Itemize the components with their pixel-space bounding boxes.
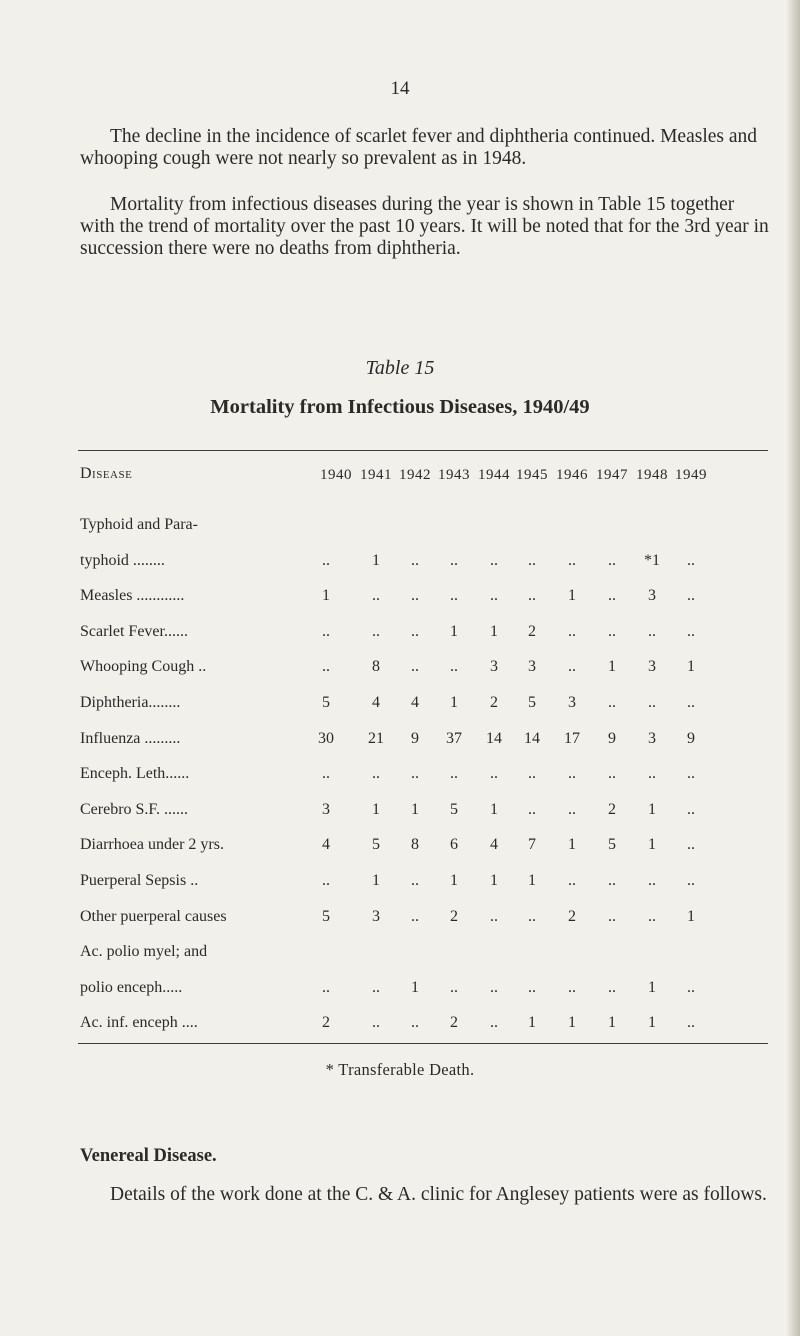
- year-header: 1943: [438, 467, 470, 483]
- table-cell: 5: [372, 836, 380, 853]
- table-cell: 14: [524, 730, 540, 747]
- table-cell: ..: [687, 587, 695, 604]
- table-cell: ..: [687, 623, 695, 640]
- table-cell: 9: [608, 730, 616, 747]
- table-cell: 5: [608, 836, 616, 853]
- table-cell: 1: [648, 836, 656, 853]
- table-cell: ..: [411, 765, 419, 782]
- year-header: 1949: [675, 467, 707, 483]
- table-cell: ..: [411, 587, 419, 604]
- table-cell: 1: [490, 872, 498, 889]
- intro-paragraph: The decline in the incidence of scarlet fever and diphtheria continued. Measles and whooping cough were not nearly so prevalent as in 1948.: [80, 126, 758, 169]
- table-cell: 3: [490, 658, 498, 675]
- table-cell: ..: [608, 979, 616, 996]
- table-footnote: * Transferable Death.: [325, 1060, 475, 1079]
- table-cell: ..: [490, 979, 498, 996]
- row-label: Scarlet Fever......: [80, 623, 188, 640]
- table-cell: 3: [648, 587, 656, 604]
- table-cell: 1: [322, 587, 330, 604]
- table-cell: ..: [322, 765, 330, 782]
- table-cell: 4: [411, 694, 419, 711]
- table-cell: ..: [687, 836, 695, 853]
- table-cell: 1: [608, 1014, 616, 1031]
- row-label: Diphtheria........: [80, 694, 181, 711]
- table-cell: 8: [372, 658, 380, 675]
- table-cell: ..: [648, 872, 656, 889]
- table-cell: ..: [322, 552, 330, 569]
- table-cell: 4: [322, 836, 330, 853]
- table-cell: 2: [450, 908, 458, 925]
- table-caption: Table 15: [365, 357, 435, 379]
- table-cell: ..: [648, 623, 656, 640]
- table-cell: ..: [608, 694, 616, 711]
- table-cell: ..: [411, 908, 419, 925]
- year-header: 1940: [320, 467, 352, 483]
- year-header: 1947: [596, 467, 628, 483]
- table-cell: 1: [648, 1014, 656, 1031]
- table-cell: ..: [490, 1014, 498, 1031]
- table-cell: 3: [648, 730, 656, 747]
- table-cell: ..: [608, 587, 616, 604]
- table-cell: ..: [568, 658, 576, 675]
- table-cell: 8: [411, 836, 419, 853]
- table-cell: ..: [687, 552, 695, 569]
- row-label: Influenza .........: [80, 730, 181, 747]
- table-cell: 1: [568, 1014, 576, 1031]
- table-cell: ..: [450, 979, 458, 996]
- table-cell: 4: [490, 836, 498, 853]
- table-cell: 1: [372, 801, 380, 818]
- table-cell: 1: [411, 979, 419, 996]
- year-header: 1946: [556, 467, 588, 483]
- table-cell: ..: [450, 587, 458, 604]
- row-label: Other puerperal causes: [80, 908, 227, 925]
- table-bottom-rule: [78, 1043, 768, 1044]
- table-cell: ..: [648, 694, 656, 711]
- table-cell: 7: [528, 836, 536, 853]
- table-cell: 5: [528, 694, 536, 711]
- table-cell: ..: [322, 658, 330, 675]
- table-cell: 3: [322, 801, 330, 818]
- table-cell: ..: [411, 1014, 419, 1031]
- table-top-rule: [78, 450, 768, 451]
- table-cell: ..: [687, 801, 695, 818]
- table-cell: ..: [608, 623, 616, 640]
- table-cell: 5: [322, 908, 330, 925]
- table-cell: 30: [318, 730, 334, 747]
- table-cell: 2: [608, 801, 616, 818]
- table-cell: 3: [648, 658, 656, 675]
- page-edge-shadow: [786, 0, 800, 1336]
- table-cell: 1: [411, 801, 419, 818]
- table-cell: ..: [490, 552, 498, 569]
- table-cell: 1: [648, 979, 656, 996]
- table-title: Mortality from Infectious Diseases, 1940/49: [210, 396, 590, 418]
- page-number: 14: [390, 78, 410, 99]
- row-label: typhoid ........: [80, 552, 165, 569]
- row-label: Measles ............: [80, 587, 185, 604]
- table-cell: 2: [490, 694, 498, 711]
- table-cell: ..: [372, 587, 380, 604]
- table-cell: ..: [687, 1014, 695, 1031]
- mortality-paragraph: Mortality from infectious diseases during the year is shown in Table 15 together with the trend of mortality over the past 10 years. It will be noted that for the 3rd year in succession there were no deaths from diphtheria.: [80, 194, 769, 259]
- table-cell: ..: [372, 765, 380, 782]
- year-header: 1941: [360, 467, 392, 483]
- table-cell: 5: [322, 694, 330, 711]
- table-cell: 21: [368, 730, 384, 747]
- table-cell: 4: [372, 694, 380, 711]
- table-cell: ..: [568, 765, 576, 782]
- table-cell: ..: [450, 658, 458, 675]
- table-cell: 3: [528, 658, 536, 675]
- table-cell: ..: [372, 1014, 380, 1031]
- disease-column-header: Disease: [80, 465, 133, 482]
- year-header: 1945: [516, 467, 548, 483]
- row-label: polio enceph.....: [80, 979, 183, 996]
- table-cell: ..: [528, 552, 536, 569]
- table-cell: 1: [528, 1014, 536, 1031]
- table-cell: 2: [528, 623, 536, 640]
- row-label: Puerperal Sepsis ..: [80, 872, 199, 889]
- table-cell: ..: [687, 694, 695, 711]
- table-cell: 1: [490, 623, 498, 640]
- table-cell: ..: [490, 908, 498, 925]
- table-cell: ..: [648, 765, 656, 782]
- table-cell: ..: [568, 552, 576, 569]
- table-cell: ..: [528, 801, 536, 818]
- row-label: Ac. polio myel; and: [80, 943, 208, 960]
- table-cell: 3: [568, 694, 576, 711]
- table-cell: 1: [450, 694, 458, 711]
- table-cell: ..: [411, 552, 419, 569]
- table-cell: ..: [322, 979, 330, 996]
- table-cell: ..: [490, 765, 498, 782]
- table-cell: ..: [411, 623, 419, 640]
- table-cell: 9: [411, 730, 419, 747]
- table-cell: 3: [372, 908, 380, 925]
- table-cell: ..: [608, 765, 616, 782]
- table-cell: ..: [687, 765, 695, 782]
- table-cell: 2: [322, 1014, 330, 1031]
- table-cell: ..: [528, 765, 536, 782]
- table-cell: 1: [648, 801, 656, 818]
- table-cell: 5: [450, 801, 458, 818]
- table-cell: 14: [486, 730, 502, 747]
- table-cell: 1: [687, 908, 695, 925]
- table-cell: 1: [568, 587, 576, 604]
- year-header: 1942: [399, 467, 431, 483]
- table-cell: ..: [322, 623, 330, 640]
- row-label: Typhoid and Para-: [80, 516, 198, 533]
- table-cell: 37: [446, 730, 462, 747]
- table-cell: 1: [608, 658, 616, 675]
- table-cell: ..: [450, 552, 458, 569]
- table-cell: ..: [372, 623, 380, 640]
- row-label: Enceph. Leth......: [80, 765, 190, 782]
- year-header: 1948: [636, 467, 668, 483]
- table-cell: 17: [564, 730, 580, 747]
- table-cell: ..: [528, 587, 536, 604]
- table-cell: ..: [568, 979, 576, 996]
- table-cell: ..: [648, 908, 656, 925]
- table-cell: ..: [528, 908, 536, 925]
- table-cell: ..: [528, 979, 536, 996]
- table-cell: 2: [450, 1014, 458, 1031]
- table-cell: 6: [450, 836, 458, 853]
- table-cell: ..: [608, 552, 616, 569]
- table-cell: 1: [450, 872, 458, 889]
- table-cell: ..: [687, 872, 695, 889]
- year-header: 1944: [478, 467, 510, 483]
- row-label: Whooping Cough ..: [80, 658, 207, 675]
- table-cell: 1: [490, 801, 498, 818]
- table-cell: ..: [490, 587, 498, 604]
- table-cell: *1: [644, 552, 660, 569]
- table-cell: ..: [372, 979, 380, 996]
- table-cell: 1: [687, 658, 695, 675]
- table-cell: ..: [450, 765, 458, 782]
- row-label: Ac. inf. enceph ....: [80, 1014, 198, 1031]
- table-cell: ..: [687, 979, 695, 996]
- venereal-disease-paragraph: Details of the work done at the C. & A. clinic for Anglesey patients were as follows.: [110, 1184, 767, 1205]
- table-cell: 1: [450, 623, 458, 640]
- table-cell: 1: [528, 872, 536, 889]
- table-cell: 1: [372, 552, 380, 569]
- table-cell: ..: [608, 872, 616, 889]
- table-cell: ..: [568, 623, 576, 640]
- table-cell: 1: [568, 836, 576, 853]
- table-cell: 2: [568, 908, 576, 925]
- table-cell: ..: [568, 801, 576, 818]
- table-cell: ..: [568, 872, 576, 889]
- table-cell: ..: [411, 872, 419, 889]
- table-cell: ..: [411, 658, 419, 675]
- row-label: Diarrhoea under 2 yrs.: [80, 836, 224, 853]
- table-cell: 1: [372, 872, 380, 889]
- table-cell: ..: [322, 872, 330, 889]
- table-cell: ..: [608, 908, 616, 925]
- row-label: Cerebro S.F. ......: [80, 801, 189, 818]
- section-heading: Venereal Disease.: [80, 1146, 217, 1166]
- table-cell: 9: [687, 730, 695, 747]
